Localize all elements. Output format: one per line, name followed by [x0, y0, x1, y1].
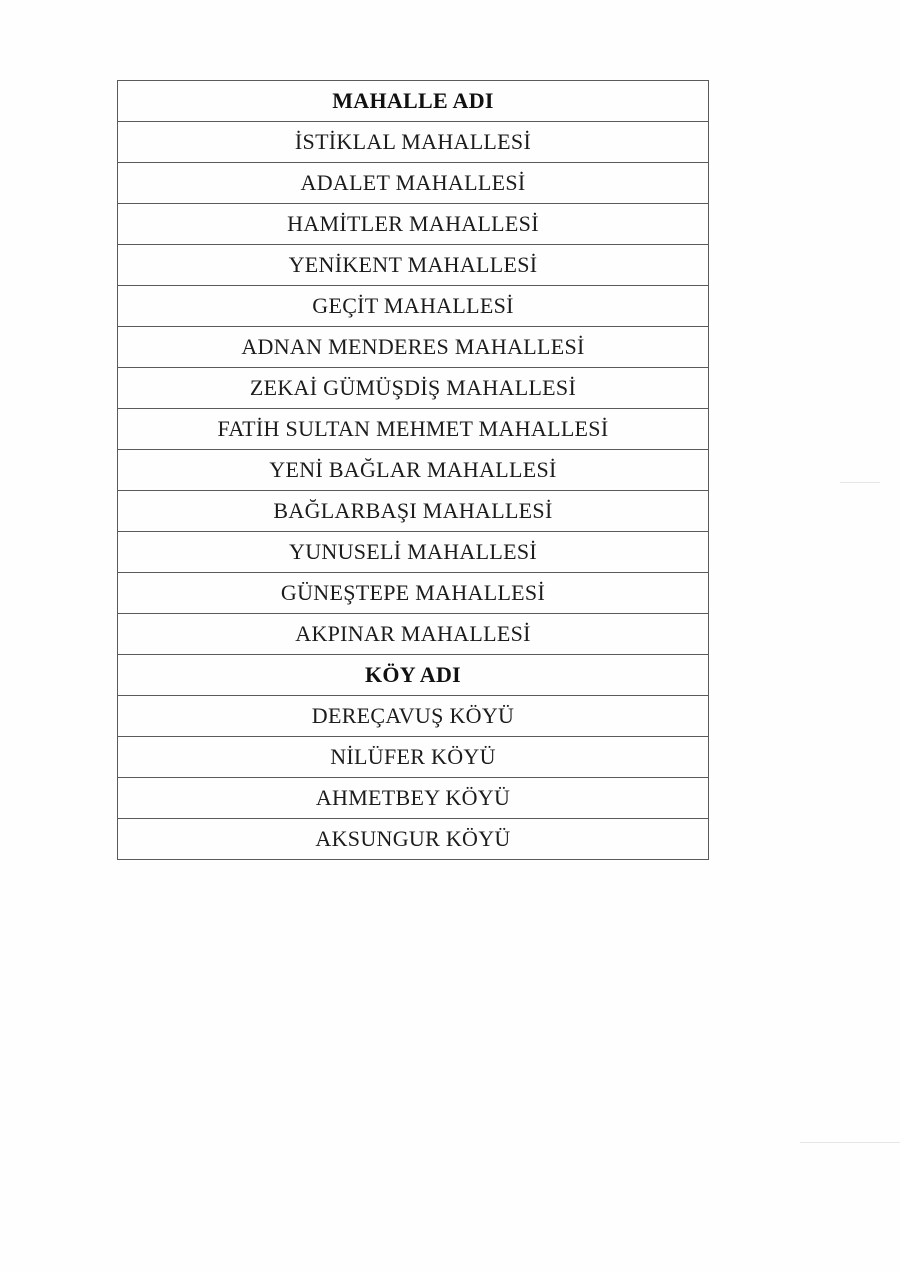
table-row: [118, 409, 709, 450]
table-row: [118, 122, 709, 163]
neighborhood-name: YENİKENT MAHALLESİ: [118, 245, 709, 286]
neighborhood-name: ADALET MAHALLESİ: [118, 163, 709, 204]
neighborhood-name: ADNAN MENDERES MAHALLESİ: [118, 327, 709, 368]
places-table-wrapper: [117, 80, 709, 860]
neighborhood-name: BAĞLARBAŞI MAHALLESİ: [118, 491, 709, 532]
village-header-row: [118, 655, 709, 696]
scan-artifact-line: [800, 1142, 900, 1143]
neighborhood-name: İSTİKLAL MAHALLESİ: [118, 122, 709, 163]
table-row: [118, 532, 709, 573]
table-row: [118, 614, 709, 655]
table-row: [118, 327, 709, 368]
scan-artifact-line: [840, 482, 880, 483]
neighborhood-name: GEÇİT MAHALLESİ: [118, 286, 709, 327]
table-row: [118, 737, 709, 778]
village-name: DEREÇAVUŞ KÖYÜ: [118, 696, 709, 737]
neighborhood-header: MAHALLE ADI: [118, 81, 709, 122]
neighborhood-name: YENİ BAĞLAR MAHALLESİ: [118, 450, 709, 491]
village-name: NİLÜFER KÖYÜ: [118, 737, 709, 778]
neighborhood-name: AKPINAR MAHALLESİ: [118, 614, 709, 655]
table-row: [118, 450, 709, 491]
neighborhood-name: GÜNEŞTEPE MAHALLESİ: [118, 573, 709, 614]
table-row: [118, 163, 709, 204]
table-row: [118, 245, 709, 286]
table-row: [118, 368, 709, 409]
table-row: [118, 819, 709, 860]
table-row: [118, 573, 709, 614]
neighborhood-name: YUNUSELİ MAHALLESİ: [118, 532, 709, 573]
neighborhood-name: FATİH SULTAN MEHMET MAHALLESİ: [118, 409, 709, 450]
table-row: [118, 778, 709, 819]
village-name: AKSUNGUR KÖYÜ: [118, 819, 709, 860]
table-row: [118, 491, 709, 532]
table-row: [118, 204, 709, 245]
table-row: [118, 286, 709, 327]
neighborhood-header-row: [118, 81, 709, 122]
neighborhood-name: HAMİTLER MAHALLESİ: [118, 204, 709, 245]
village-name: AHMETBEY KÖYÜ: [118, 778, 709, 819]
village-header: KÖY ADI: [118, 655, 709, 696]
neighborhood-name: ZEKAİ GÜMÜŞDİŞ MAHALLESİ: [118, 368, 709, 409]
places-table: [117, 80, 709, 860]
table-row: [118, 696, 709, 737]
